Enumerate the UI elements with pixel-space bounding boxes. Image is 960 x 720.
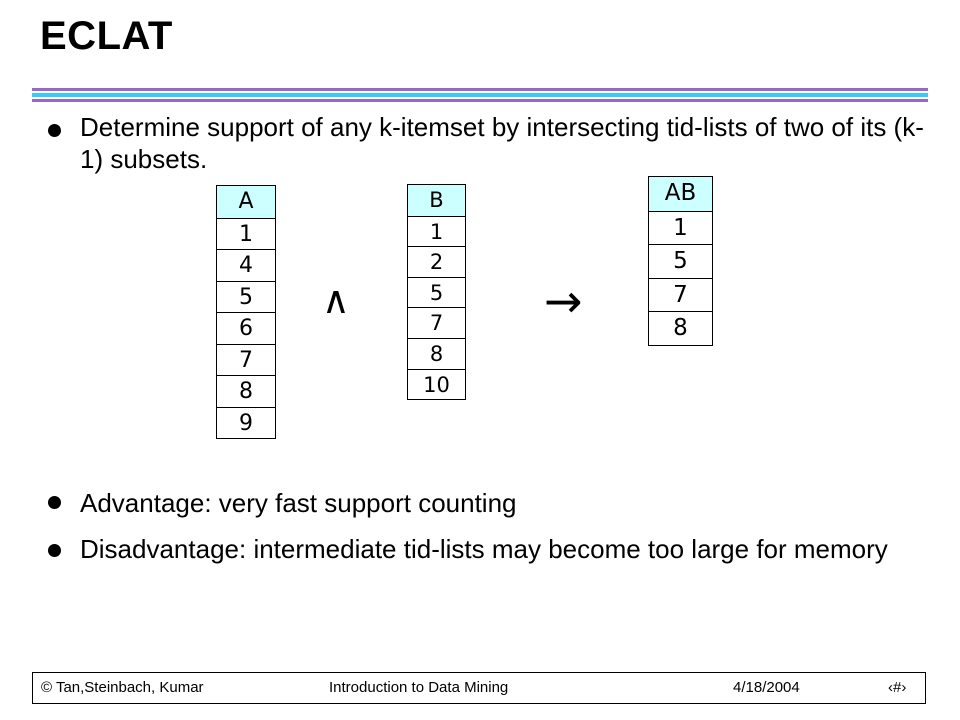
tidlist-b-item: 8 xyxy=(408,338,465,369)
title-rule-top xyxy=(32,88,928,91)
tidlist-ab-header: AB xyxy=(649,177,712,211)
footer-date: 4/18/2004 xyxy=(733,679,800,696)
tidlist-a-item: 8 xyxy=(217,375,275,407)
bullet-dot-1 xyxy=(48,124,61,137)
tidlist-ab-item: 5 xyxy=(649,244,712,278)
tidlist-a-item: 9 xyxy=(217,407,275,439)
tidlist-ab-item: 8 xyxy=(649,311,712,345)
tidlist-a-header: A xyxy=(217,186,275,218)
tidlist-b xyxy=(407,184,466,400)
tidlist-ab xyxy=(648,176,713,346)
slide-title: ECLAT xyxy=(40,14,173,58)
tidlist-a-item: 7 xyxy=(217,344,275,376)
bullet-text-2: Advantage: very fast support counting xyxy=(80,488,517,518)
tidlist-a-item: 4 xyxy=(217,249,275,281)
slide-footer xyxy=(32,672,926,704)
tidlist-b-item: 10 xyxy=(408,369,465,400)
tidlist-b-item: 5 xyxy=(408,277,465,308)
bullet-text-1: Determine support of any k-itemset by intersecting tid-lists of two of its (k-1) subsets. xyxy=(80,112,924,174)
footer-course-title: Introduction to Data Mining xyxy=(329,679,509,696)
tidlist-a xyxy=(216,185,276,439)
tidlist-b-header: B xyxy=(408,185,465,216)
tidlist-a-item: 1 xyxy=(217,218,275,250)
tidlist-a-item: 5 xyxy=(217,281,275,313)
bullet-text-3: Disadvantage: intermediate tid-lists may become too large for memory xyxy=(80,534,888,564)
tidlist-a-item: 6 xyxy=(217,312,275,344)
intersect-symbol: ∧ xyxy=(322,278,350,322)
tidlist-ab-item: 7 xyxy=(649,278,712,312)
tidlist-b-item: 7 xyxy=(408,307,465,338)
tidlist-b-item: 1 xyxy=(408,216,465,247)
footer-copyright: © Tan,Steinbach, Kumar xyxy=(41,679,204,696)
title-rule-bottom xyxy=(32,99,928,102)
footer-page-number: ‹#› xyxy=(888,679,907,696)
tidlist-b-item: 2 xyxy=(408,246,465,277)
result-arrow: → xyxy=(544,274,583,328)
title-rule-middle xyxy=(32,93,928,97)
tidlist-ab-item: 1 xyxy=(649,211,712,245)
bullet-dot-3 xyxy=(48,544,61,557)
bullet-dot-2 xyxy=(48,496,61,509)
